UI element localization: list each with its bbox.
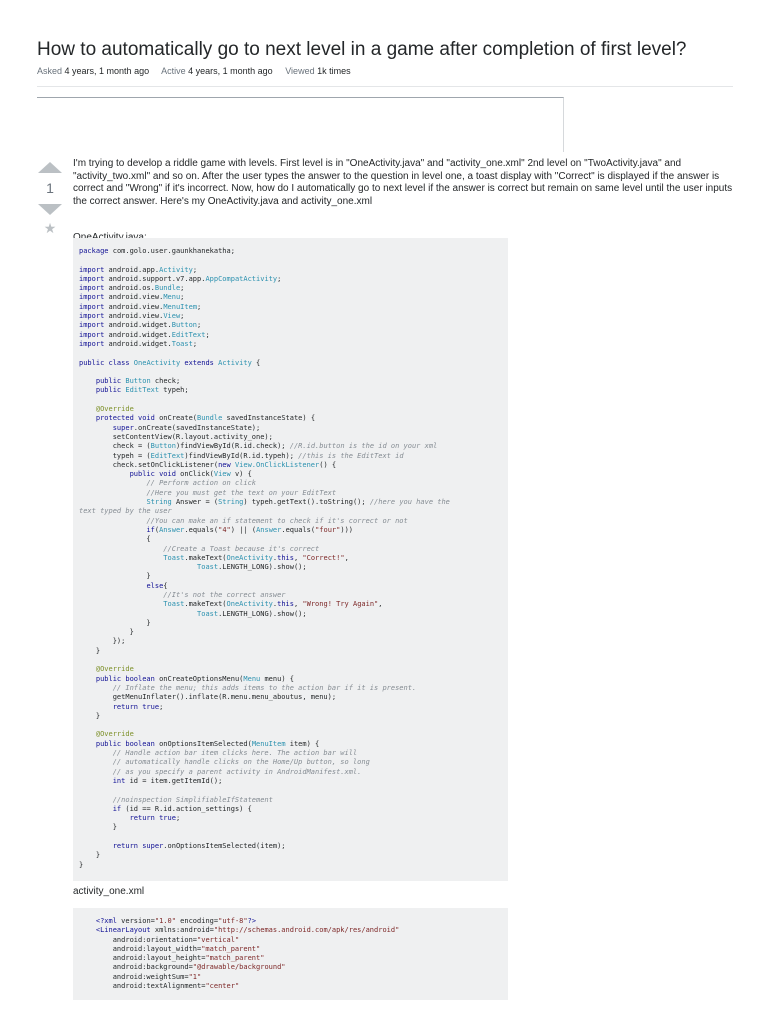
code-text (79, 842, 113, 850)
code-type: Toast (197, 609, 219, 618)
java-code-block (73, 238, 508, 881)
code-type: String (218, 498, 244, 507)
code-text: onCreateOptionsMenu( (154, 674, 244, 683)
code-line (79, 796, 273, 804)
code-text (79, 386, 96, 394)
code-text (79, 424, 113, 432)
code-comment: //Create a Toast because it's correct (163, 544, 320, 553)
code-type: Toast (197, 563, 219, 572)
code-keyword: if (112, 804, 122, 813)
code-text (79, 554, 163, 562)
code-line (79, 628, 134, 636)
code-text: menu) { (260, 674, 294, 683)
code-text: ; (192, 265, 198, 274)
code-line (79, 293, 184, 301)
code-text: }); (79, 637, 126, 646)
code-keyword: <LinearLayout (95, 926, 151, 935)
code-text (79, 675, 96, 683)
question-meta (37, 66, 361, 76)
code-type: MenuItem (163, 302, 198, 311)
code-string: "match_parent" (205, 954, 265, 963)
code-keyword: public boolean (95, 674, 155, 683)
code-text: android:weightSum= (79, 972, 189, 981)
code-line (79, 665, 134, 673)
code-text (79, 377, 96, 385)
code-text (79, 749, 113, 757)
code-text (79, 917, 96, 925)
code-line (79, 749, 357, 757)
code-line (79, 917, 256, 925)
code-line (79, 303, 201, 311)
code-text: .onOptionsItemSelected(item); (163, 842, 286, 850)
meta-divider (37, 86, 733, 87)
code-text (79, 517, 146, 525)
code-text: android.app. (104, 265, 160, 274)
code-text: com.golo.user.gaunkhanekatha; (108, 247, 235, 255)
code-line (79, 563, 307, 571)
code-text (79, 777, 113, 785)
code-text: .makeText( (184, 553, 227, 562)
code-type: EditText (171, 330, 206, 339)
code-keyword: protected void (95, 414, 155, 423)
code-line (79, 526, 353, 534)
code-keyword: ?> (247, 917, 257, 925)
code-annotation: @Override (95, 665, 134, 674)
code-text: v) { (230, 470, 252, 479)
code-text (79, 591, 163, 599)
code-line (79, 433, 273, 441)
asked-value: 4 years, 1 month ago (64, 66, 150, 76)
code-keyword: int (112, 776, 126, 785)
code-line (79, 740, 319, 748)
code-comment: // as you specify a parent activity in AndroidManifest.xml. (112, 767, 362, 776)
code-keyword: return true (112, 702, 160, 711)
code-type: Menu (163, 293, 181, 302)
code-type: EditText (150, 451, 185, 460)
code-text: android:orientation= (79, 935, 198, 944)
code-line (79, 489, 336, 497)
code-text: ) typeh.getText().toString(); (243, 498, 370, 507)
code-line (79, 936, 239, 944)
code-text: , (344, 553, 349, 562)
code-text (79, 703, 113, 711)
code-comment: //this is the EditText id (298, 451, 404, 460)
code-keyword: import (79, 274, 105, 283)
code-keyword: public (95, 386, 122, 395)
code-line (79, 359, 260, 367)
code-line (79, 768, 361, 776)
code-line (79, 814, 180, 822)
code-line (79, 693, 336, 701)
code-text: , (293, 600, 303, 609)
code-type: Button (150, 442, 176, 451)
code-string: "@drawable/background" (192, 963, 286, 972)
viewed-value: 1k times (317, 66, 351, 76)
code-text (79, 805, 113, 813)
code-text: android.widget. (104, 330, 172, 339)
code-text: { (79, 535, 151, 544)
code-line (79, 730, 134, 738)
code-text: ; (180, 293, 185, 302)
code-type: MenuItem (251, 739, 286, 748)
code-type: Activity (159, 265, 193, 274)
code-line (79, 452, 404, 460)
code-annotation: @Override (95, 730, 134, 739)
ad-placeholder (37, 97, 564, 152)
code-keyword: else (146, 581, 164, 590)
code-line (79, 414, 315, 422)
downvote-arrow-icon[interactable] (38, 204, 62, 215)
code-type: View (163, 312, 181, 321)
code-text: } (79, 823, 117, 832)
code-text (79, 730, 96, 738)
code-text: )findViewById(R.id.typeh); (184, 451, 299, 460)
code-line (79, 247, 235, 255)
code-comment: // Perform action on click (146, 479, 257, 488)
code-text: encoding= (175, 917, 219, 925)
code-line (79, 331, 210, 339)
code-text: } (79, 711, 101, 720)
code-type: Menu (243, 674, 261, 683)
code-text: () { (319, 460, 337, 469)
code-text: ; (197, 302, 202, 311)
asked-label: Asked (37, 66, 63, 76)
code-keyword: return true (129, 814, 176, 823)
code-line (79, 926, 399, 934)
code-type: View (213, 470, 231, 479)
code-keyword: import (79, 302, 105, 311)
code-keyword: return super (112, 842, 164, 850)
code-comment: //You can make an if statement to check if it's correct or not (146, 516, 408, 525)
code-line (79, 377, 180, 385)
code-text: ; (180, 312, 185, 321)
code-type: OneActivity (226, 600, 273, 609)
code-comment: text typed by the user (79, 507, 172, 516)
code-string: "utf-8" (218, 917, 248, 925)
code-comment: // automatically handle clicks on the Home/Up button, so long (112, 758, 370, 767)
code-line (79, 777, 222, 785)
code-text: )findViewById(R.id.check); (175, 442, 290, 451)
code-text (79, 414, 96, 422)
code-text (79, 610, 197, 618)
code-string: "Wrong! Try Again" (302, 600, 379, 609)
code-string: "1.0" (154, 917, 176, 925)
code-string: "four" (315, 525, 341, 534)
code-line (79, 266, 197, 274)
code-line (79, 545, 319, 553)
xml-file-label: activity_one.xml (73, 886, 145, 897)
code-type: EditText (125, 386, 160, 395)
code-line (79, 637, 125, 645)
code-line (79, 675, 294, 683)
code-line (79, 823, 117, 831)
code-line (79, 507, 172, 515)
code-line (79, 945, 260, 953)
code-text (79, 479, 146, 487)
code-line (79, 312, 184, 320)
code-string: "vertical" (197, 935, 240, 944)
code-line (79, 647, 100, 655)
code-text: id = item.getItemId(); (125, 776, 223, 785)
vote-count: 1 (46, 180, 54, 196)
code-keyword: package (79, 247, 109, 255)
code-line (79, 424, 260, 432)
code-text: } (79, 851, 101, 860)
code-text: ; (205, 330, 210, 339)
code-text: . (272, 600, 278, 609)
code-text (79, 545, 163, 553)
code-line (79, 405, 134, 413)
code-text: ; (277, 274, 282, 283)
code-keyword: public void (129, 470, 176, 479)
favorite-star-icon[interactable]: ★ (43, 220, 57, 236)
code-string: "http://schemas.android.com/apk/res/android" (213, 926, 400, 935)
code-text: check; (150, 377, 181, 386)
code-type: String (146, 498, 172, 507)
code-line (79, 572, 151, 580)
code-text: onOptionsItemSelected( (154, 739, 252, 748)
code-line (79, 758, 370, 766)
code-line (79, 517, 408, 525)
code-type: Toast (163, 600, 185, 609)
code-text: .LENGTH_LONG).show(); (218, 609, 307, 618)
code-text (79, 526, 146, 534)
code-keyword: import (79, 284, 105, 293)
code-text: savedInstanceState) { (222, 414, 316, 423)
code-text: ; (180, 284, 185, 293)
code-text: ; (175, 814, 181, 823)
code-type: Answer (159, 525, 185, 534)
code-text: .makeText( (184, 600, 227, 609)
code-type: Toast (171, 339, 193, 348)
code-text (79, 600, 163, 608)
code-line (79, 591, 286, 599)
code-text (79, 489, 146, 497)
code-type: AppCompatActivity (205, 274, 278, 283)
code-text: android:layout_width= (79, 944, 202, 953)
code-text: } (79, 628, 134, 637)
code-type: Button (125, 377, 151, 386)
code-text: . (272, 553, 278, 562)
code-type: Answer (256, 525, 282, 534)
xml-code-block (73, 908, 508, 1000)
code-line (79, 535, 151, 543)
code-text: { (163, 581, 168, 590)
code-annotation: @Override (95, 405, 134, 414)
code-text: check = ( (79, 442, 151, 451)
code-text (79, 758, 113, 766)
code-type: OneActivity (133, 358, 181, 367)
vote-cell (36, 162, 64, 235)
code-text (79, 498, 146, 506)
code-text (79, 926, 96, 934)
code-string: "4" (218, 525, 231, 534)
code-line (79, 461, 336, 469)
code-text (79, 470, 130, 478)
code-text: .onCreate(savedInstanceState); (133, 423, 261, 432)
code-text: android.widget. (104, 321, 172, 330)
code-text: ( (154, 525, 160, 534)
code-text: .equals( (281, 525, 316, 534)
code-text: item) { (285, 739, 320, 748)
code-text: .equals( (184, 525, 219, 534)
code-text: android:textAlignment= (79, 982, 206, 991)
code-line (79, 470, 252, 478)
code-line (79, 954, 264, 962)
code-type: Toast (163, 553, 185, 562)
code-line (79, 321, 201, 329)
code-comment: // Inflate the menu; this adds items to the action bar if it is present. (112, 683, 417, 692)
code-line (79, 703, 163, 711)
code-keyword: import (79, 312, 105, 321)
code-string: "center" (205, 982, 240, 991)
code-line (79, 842, 286, 850)
code-type: Bundle (154, 284, 181, 293)
code-text (79, 665, 96, 673)
code-text: (id == R.id.action_settings) { (121, 804, 252, 813)
code-line (79, 340, 197, 348)
code-text: xmlns:android= (150, 926, 214, 935)
code-text: ))) (340, 525, 354, 534)
code-text: getMenuInflater().inflate(R.menu.menu_aboutus, menu); (79, 693, 337, 702)
code-keyword: public class (79, 358, 130, 367)
code-text: android.os. (104, 284, 155, 293)
code-line (79, 861, 83, 869)
code-text (79, 814, 130, 822)
code-line (79, 284, 184, 292)
question-body: I'm trying to develop a riddle game with levels. First level is in "OneActivity.java" and "activity_one.xml" 2nd level on "TwoActivity.java" and "activity_two.xml" and so on. After the user types the answer to the question in level one, a toast display with "Correct" is displayed if the answer is correct and "Wrong" if it's incorrect. Now, how do I automatically go to next level if the answer is correct but remain on same level until the user inputs the correct answer. Here's my OneActivity.java and activity_one.xml (73, 158, 733, 207)
code-string: "Correct!" (302, 553, 345, 562)
code-line (79, 600, 382, 608)
code-text (79, 684, 113, 692)
code-text: android.view. (104, 302, 164, 311)
code-text: android.view. (104, 312, 164, 321)
code-line (79, 386, 189, 394)
code-keyword: <?xml (95, 917, 117, 925)
code-text: typeh; (159, 386, 189, 395)
code-text: check.setOnClickListener( (79, 460, 219, 469)
code-text: { (251, 358, 261, 367)
code-text (79, 768, 113, 776)
code-text: android.support.v7.app. (104, 274, 206, 283)
code-type: Bundle (197, 414, 223, 423)
code-keyword: public boolean (95, 739, 155, 748)
code-text: , (293, 553, 303, 562)
code-text: typeh = ( (79, 451, 151, 460)
active-label: Active (161, 66, 186, 76)
code-text: ; (197, 321, 202, 330)
code-line (79, 610, 307, 618)
code-keyword: extends (184, 358, 214, 367)
code-text: android.widget. (104, 339, 172, 348)
active-value[interactable]: 4 years, 1 month ago (188, 66, 273, 76)
code-type: OneActivity (226, 553, 273, 562)
code-keyword: import (79, 293, 105, 302)
code-text: Answer = ( (171, 498, 219, 507)
code-text: ; (159, 702, 164, 711)
code-line (79, 554, 349, 562)
code-text: version= (116, 917, 155, 925)
viewed-label: Viewed (285, 66, 315, 76)
code-line (79, 275, 281, 283)
code-keyword: import (79, 339, 105, 348)
code-line (79, 479, 256, 487)
code-keyword: import (79, 265, 105, 274)
code-line (79, 963, 286, 971)
code-text: .LENGTH_LONG).show(); (218, 563, 307, 572)
code-comment: //R.id.button is the id on your xml (289, 442, 438, 451)
code-text (79, 405, 96, 413)
code-line (79, 973, 201, 981)
question-title[interactable]: How to automatically go to next level in a game after completion of first level? (37, 39, 687, 60)
code-text: onClick( (175, 470, 214, 479)
code-keyword: import (79, 330, 105, 339)
code-keyword: if (146, 525, 155, 534)
code-text: onCreate( (154, 414, 198, 423)
code-comment: //here you have the (369, 498, 450, 507)
code-comment: // Handle action bar item clicks here. The action bar will (112, 749, 358, 758)
code-text: android.view. (104, 293, 164, 302)
code-line (79, 712, 100, 720)
code-string: "1" (188, 972, 202, 981)
code-keyword: this (277, 553, 294, 562)
code-text: } (79, 860, 84, 869)
code-text: ) || ( (230, 525, 257, 534)
code-comment: //It's not the correct answer (163, 590, 286, 599)
code-keyword: this (277, 600, 294, 609)
code-line (79, 442, 437, 450)
code-keyword: public (95, 377, 122, 386)
code-text (79, 582, 146, 590)
code-text: } (79, 572, 151, 581)
code-text: } (79, 618, 151, 627)
code-line (79, 982, 239, 990)
code-keyword: new (218, 460, 231, 469)
code-line (79, 619, 151, 627)
upvote-arrow-icon[interactable] (38, 162, 62, 173)
code-keyword: super (112, 423, 134, 432)
code-line (79, 498, 450, 506)
code-type: View.OnClickListener (234, 460, 320, 469)
code-text (79, 740, 96, 748)
code-text: android:background= (79, 963, 193, 972)
code-text (79, 796, 113, 804)
code-text (79, 563, 197, 571)
code-line (79, 684, 416, 692)
code-comment: //noinspection SimplifiableIfStatement (112, 795, 273, 804)
code-line (79, 805, 252, 813)
code-text: } (79, 646, 101, 655)
code-line (79, 851, 100, 859)
code-text: ; (192, 339, 198, 348)
code-string: "match_parent" (201, 944, 261, 953)
code-text: setContentView(R.layout.activity_one); (79, 432, 273, 441)
code-type: Activity (218, 358, 252, 367)
code-text: , (378, 600, 383, 609)
code-keyword: import (79, 321, 105, 330)
code-line (79, 582, 168, 590)
code-type: Button (171, 321, 198, 330)
code-text: android:layout_height= (79, 954, 206, 963)
code-comment: //Here you must get the text on your EditText (146, 488, 337, 497)
